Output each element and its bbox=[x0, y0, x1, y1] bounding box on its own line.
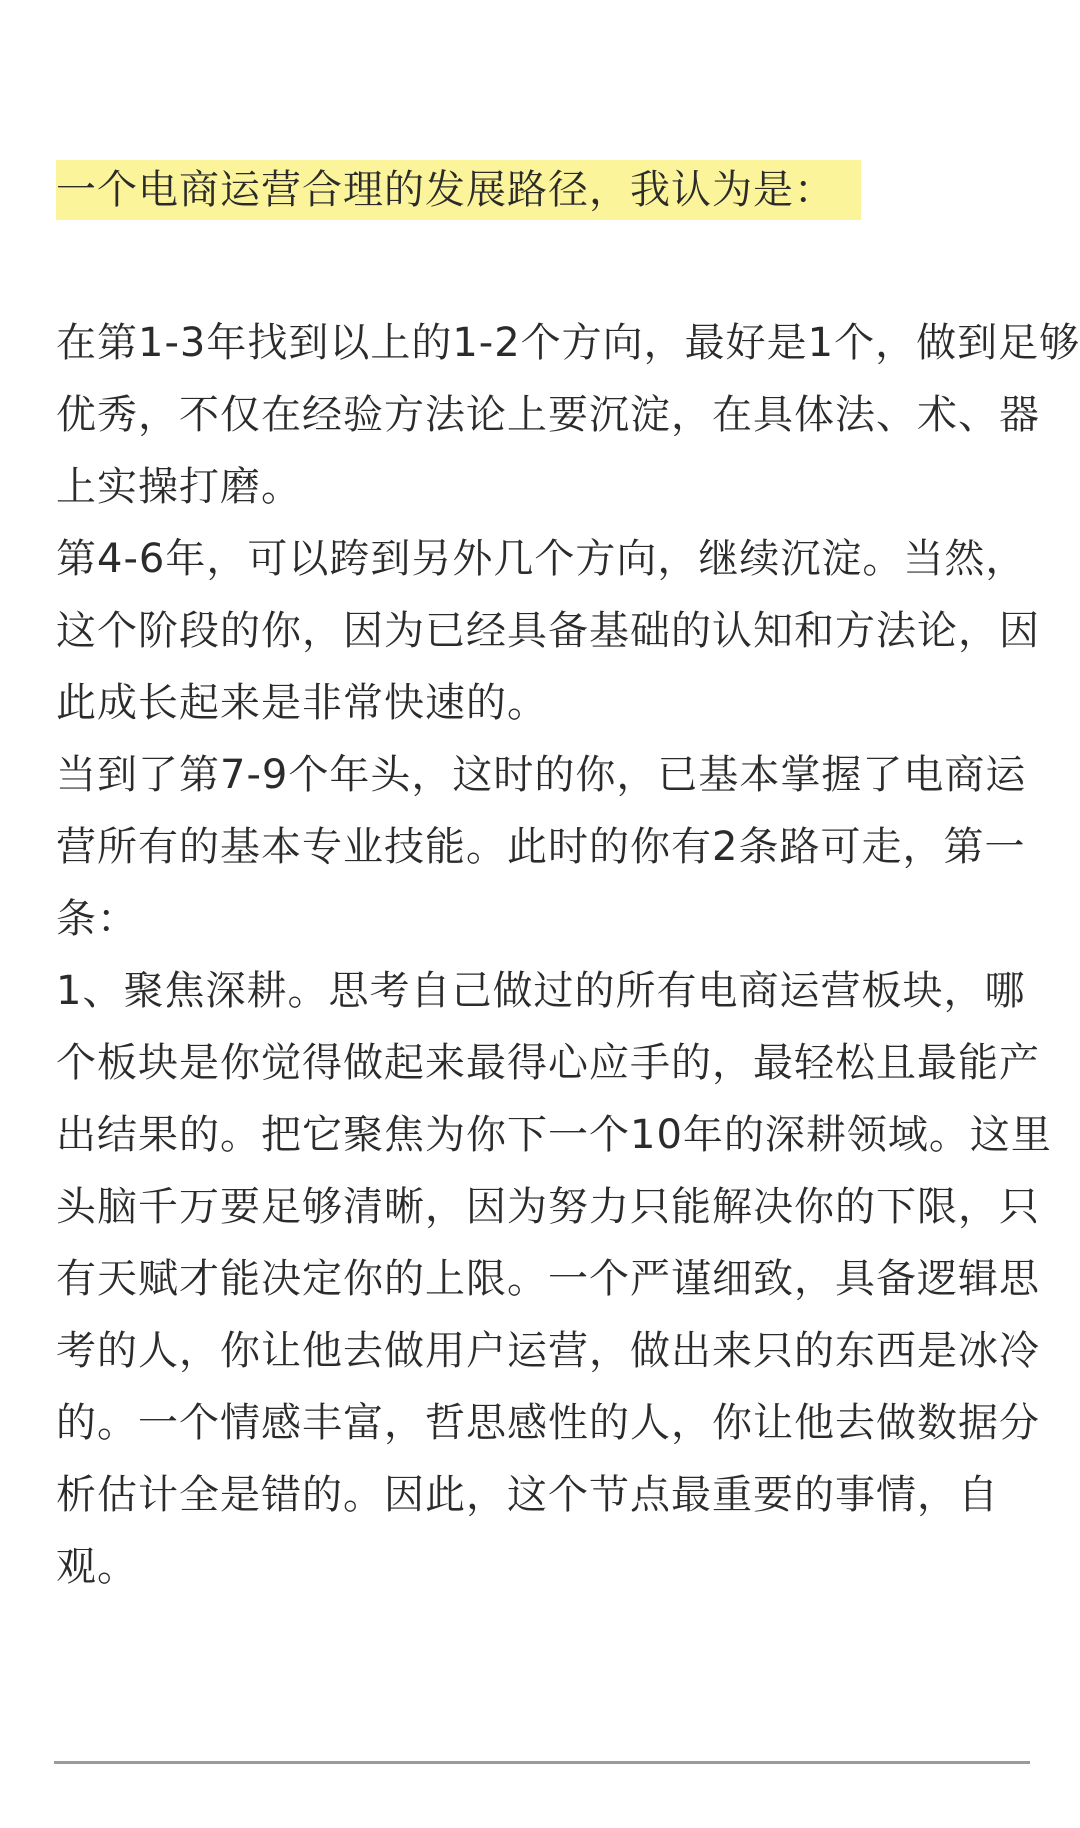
text-line: 头脑千万要足够清晰，因为努力只能解决你的下限，只 bbox=[56, 1184, 1040, 1230]
text-line: 出结果的。把它聚焦为你下一个10年的深耕领域。这里 bbox=[56, 1112, 1052, 1158]
text-line: 第4-6年，可以跨到另外几个方向，继续沉淀。当然， bbox=[56, 536, 1027, 582]
text-line: 考的人，你让他去做用户运营，做出来只的东西是冰冷 bbox=[56, 1328, 1040, 1374]
bottom-divider bbox=[54, 1761, 1030, 1764]
text-line: 此成长起来是非常快速的。 bbox=[56, 680, 548, 726]
text-line: 个板块是你觉得做起来最得心应手的，最轻松且最能产 bbox=[56, 1040, 1040, 1086]
text-line: 上实操打磨。 bbox=[56, 464, 302, 510]
text-line: 营所有的基本专业技能。此时的你有2条路可走，第一 bbox=[56, 824, 1026, 870]
text-line: 在第1-3年找到以上的1-2个方向，最好是1个，做到足够 bbox=[56, 320, 1080, 366]
text-line: 观。 bbox=[56, 1544, 138, 1590]
article-body bbox=[56, 307, 1080, 1603]
text-line: 优秀，不仅在经验方法论上要沉淀，在具体法、术、器 bbox=[56, 392, 1040, 438]
text-line: 这个阶段的你，因为已经具备基础的认知和方法论，因 bbox=[56, 608, 1040, 654]
text-line: 析估计全是错的。因此，这个节点最重要的事情，自 bbox=[56, 1472, 999, 1518]
text-line: 的。一个情感丰富，哲思感性的人，你让他去做数据分 bbox=[56, 1400, 1040, 1446]
text-line: 1、聚焦深耕。思考自己做过的所有电商运营板块，哪 bbox=[56, 968, 1026, 1014]
text-line: 当到了第7-9个年头，这时的你，已基本掌握了电商运 bbox=[56, 752, 1027, 798]
highlighted-heading: 一个电商运营合理的发展路径，我认为是： bbox=[56, 160, 861, 220]
text-line: 有天赋才能决定你的上限。一个严谨细致，具备逻辑思 bbox=[56, 1256, 1040, 1302]
text-line: 条： bbox=[56, 896, 138, 942]
